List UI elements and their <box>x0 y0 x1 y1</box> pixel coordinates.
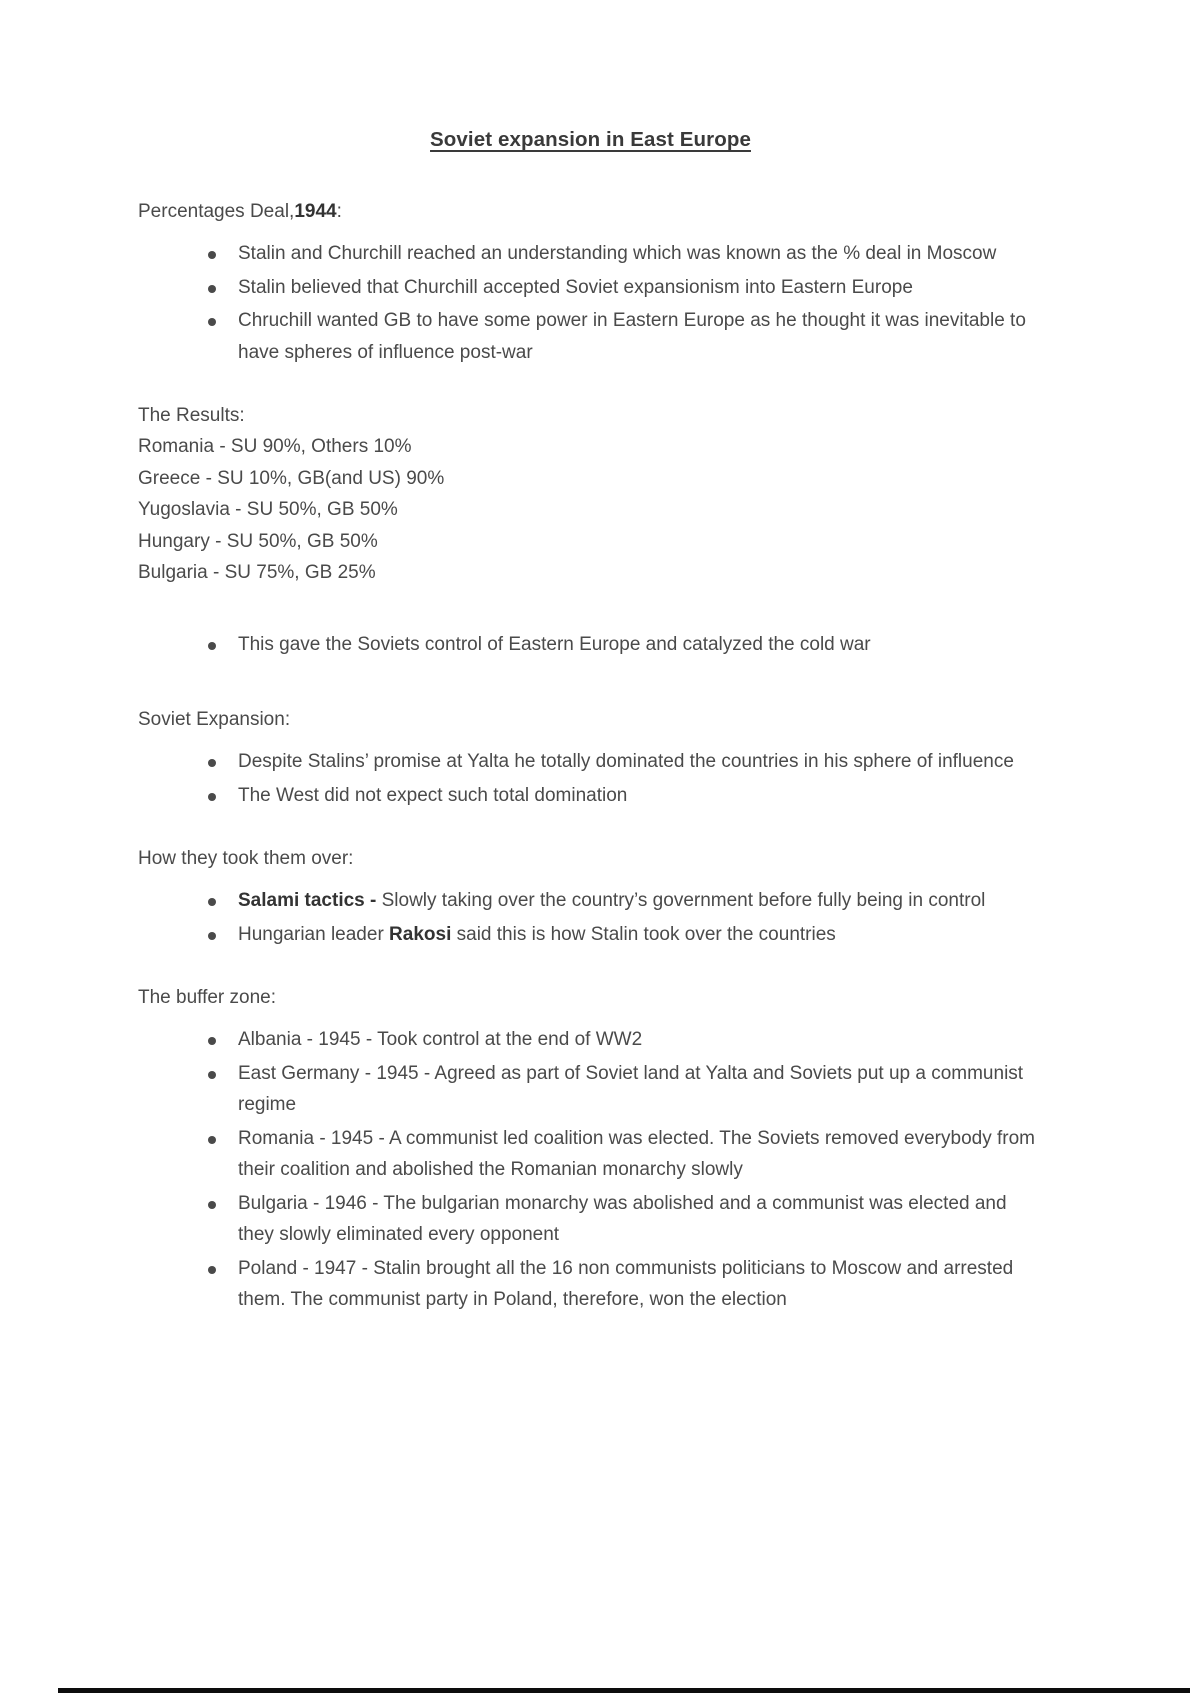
page-bottom-rule <box>58 1688 1190 1693</box>
result-line-yugoslavia: Yugoslavia - SU 50%, GB 50% <box>138 499 398 520</box>
list-item-bold-term: Salami tactics - <box>238 890 377 911</box>
list-item: Bulgaria - 1946 - The bulgarian monarchy was abolished and a communist was elected and they slowly eliminated every opponent <box>204 1188 1043 1251</box>
section-heading-the-results: The Results: <box>138 405 245 426</box>
list-item-bold-term: Rakosi <box>389 923 452 945</box>
section-heading-how-they-took-them-over: How they took them over: <box>138 848 354 869</box>
bullet-list-percentages-deal <box>138 238 1043 368</box>
section-heading-percentages-deal <box>138 196 1043 227</box>
section-heading-soviet-expansion: Soviet Expansion: <box>138 709 291 730</box>
list-item: Stalin and Churchill reached an understanding which was known as the % deal in Moscow <box>204 238 1043 270</box>
list-item-text: Slowly taking over the country’s government before fully being in control <box>376 890 986 911</box>
list-item: Stalin believed that Churchill accepted Soviet expansionism into Eastern Europe <box>204 272 1043 304</box>
spacer <box>138 952 1043 982</box>
list-item <box>204 885 1043 917</box>
result-line-greece: Greece - SU 10%, GB(and US) 90% <box>138 467 445 489</box>
list-item: East Germany - 1945 - Agreed as part of Soviet land at Yalta and Soviets put up a communist regime <box>204 1058 1043 1121</box>
list-item: Romania - 1945 - A communist led coalition was elected. The Soviets removed everybody from their coalition and abolished the Romanian monarchy slowly <box>204 1123 1043 1186</box>
result-line-bulgaria: Bulgaria - SU 75%, GB 25% <box>138 562 376 583</box>
list-item: Despite Stalins’ promise at Yalta he totally dominated the countries in his sphere of influence <box>204 746 1043 778</box>
section-heading-the-buffer-zone: The buffer zone: <box>138 987 277 1008</box>
list-item: This gave the Soviets control of Eastern Europe and catalyzed the cold war <box>204 629 1043 661</box>
section-heading-year: 1944 <box>294 201 337 222</box>
document-body <box>138 128 1043 1318</box>
list-item: Albania - 1945 - Took control at the end of WW2 <box>204 1024 1043 1056</box>
list-item: Poland - 1947 - Stalin brought all the 16 non communists politicians to Moscow and arrested them. The communist party in Poland, therefore, won the election <box>204 1253 1043 1316</box>
list-item-text: said this is how Stalin took over the countries <box>451 923 836 945</box>
list-item <box>204 919 1043 951</box>
bullet-list-results-summary <box>138 629 1043 661</box>
page-title-text: Soviet expansion in East Europe <box>430 128 751 151</box>
page-title <box>138 128 1043 152</box>
spacer <box>138 813 1043 843</box>
bullet-list-soviet-expansion <box>138 746 1043 811</box>
list-item-text-pre: Hungarian leader <box>238 923 390 945</box>
list-item: Chruchill wanted GB to have some power in Eastern Europe as he thought it was inevitable to have spheres of influence post-war <box>204 305 1043 368</box>
list-item: The West did not expect such total domination <box>204 780 1043 812</box>
spacer <box>138 370 1043 400</box>
section-heading-prefix: Percentages Deal, <box>138 201 295 222</box>
bullet-list-buffer-zone <box>138 1024 1043 1316</box>
section-heading-suffix: : <box>336 201 342 222</box>
spacer <box>138 662 1043 704</box>
bullet-list-takeover-methods <box>138 885 1043 950</box>
result-line-romania: Romania - SU 90%, Others 10% <box>138 436 412 457</box>
result-line-hungary: Hungary - SU 50%, GB 50% <box>138 530 378 552</box>
